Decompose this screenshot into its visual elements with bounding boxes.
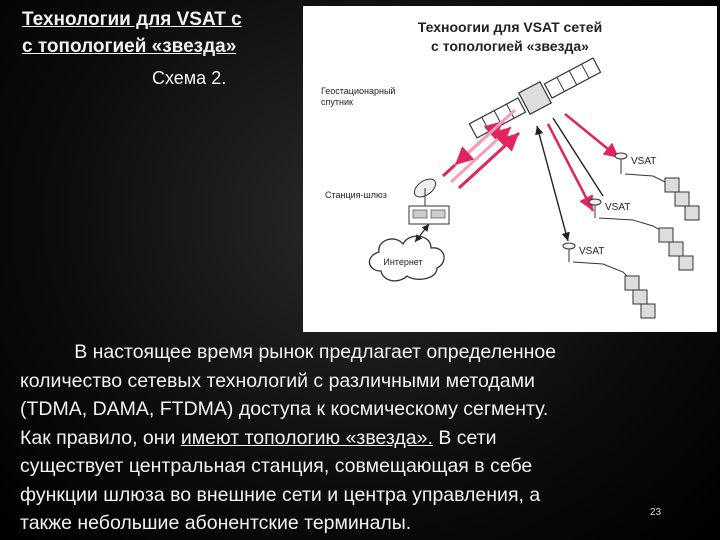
figure-title-line-1: Техноогии для VSAT сетей xyxy=(417,19,603,35)
slide-title-line-1: Технологии для VSAT с xyxy=(22,9,242,30)
network-diagram xyxy=(303,6,717,332)
body-line-3: (TDMA, DAMA, FTDMA) доступа к космическому сегменту. xyxy=(20,398,549,420)
gateway-label: Станция-шлюз xyxy=(325,190,387,200)
body-line-4-pre: Как правило, они xyxy=(20,426,181,449)
body-line-4-underlined: имеют топологию «звезда». xyxy=(180,426,433,449)
vsat-terminal-3-icon xyxy=(563,243,655,318)
body-line-7: также небольшие абонентские терминалы. xyxy=(20,512,412,534)
body-line-1 xyxy=(20,338,700,367)
body-paragraph xyxy=(20,338,700,538)
scheme-label: Схема 2. xyxy=(152,68,227,88)
figure-title-line-2: с топологией «звезда» xyxy=(431,38,589,54)
slide-title-line-2: с топологией «звезда» xyxy=(22,36,237,57)
body-line-4-post: В сети xyxy=(432,426,497,449)
vsat-label-1: VSAT xyxy=(631,156,657,167)
body-line-2: количество сетевых технологий с различными методами xyxy=(20,369,535,392)
page-number: 23 xyxy=(650,507,662,518)
body-line-5: существует центральная станция, совмещающая в себе xyxy=(20,455,533,477)
internet-label: Интернет xyxy=(383,257,423,267)
satellite-label-line-2: спутник xyxy=(321,97,353,107)
slide-title xyxy=(22,6,322,60)
satellite-label-line-1: Геостационарный xyxy=(321,86,396,96)
body-line-4 xyxy=(20,424,700,453)
vsat-label-2: VSAT xyxy=(605,202,631,213)
body-line-6: функции шлюза во внешние сети и центра управления, а xyxy=(20,483,541,506)
satellite-vsat-links xyxy=(537,114,619,241)
diagram-canvas xyxy=(303,6,717,332)
body-line-1-text: В настоящее время рынок предлагает определенное xyxy=(74,341,557,363)
gateway-dish-icon xyxy=(409,175,449,224)
vsat-label-3: VSAT xyxy=(579,246,605,257)
